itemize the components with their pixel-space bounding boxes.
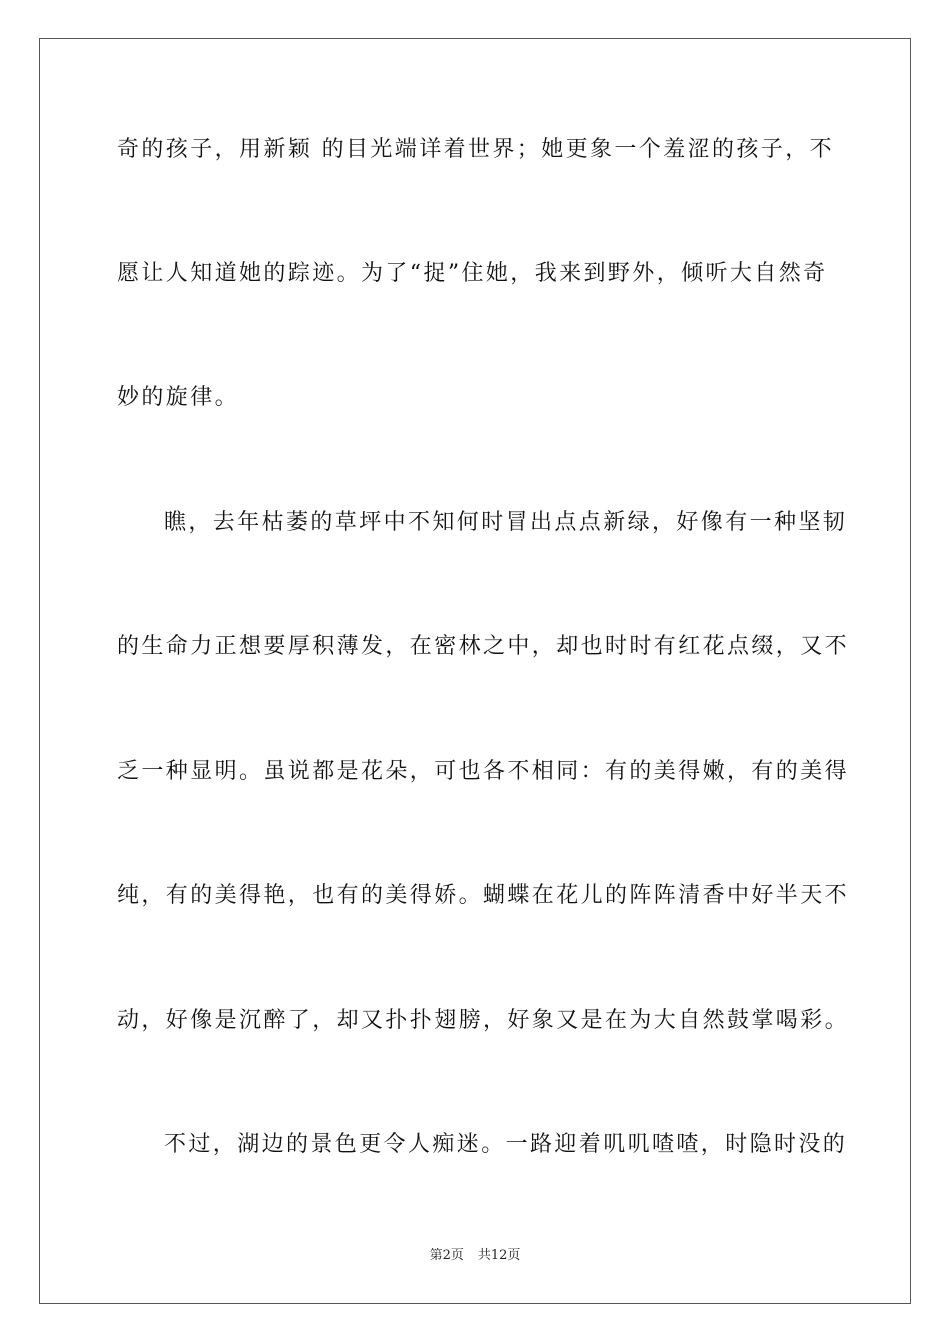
- paragraph-3-line-1: 不过，湖边的景色更令人痴迷。一路迎着叽叽喳喳，时隐时没的: [164, 1132, 848, 1157]
- paragraph-1-line-3: 妙的旋律。: [117, 385, 240, 410]
- paragraph-2-line-5: 动，好像是沉醉了，却又扑扑翅膀，好象又是在为大自然鼓掌喝彩。: [117, 1008, 850, 1033]
- page-footer: [0, 1246, 950, 1266]
- paragraph-2-line-2: 的生命力正想要厚积薄发，在密林之中，却也时时有红花点缀，又不: [117, 634, 850, 659]
- page-number: 第2页: [429, 1248, 464, 1263]
- paragraph-1-line-1: 奇的孩子，用新颖 的目光端详着世界；她更象一个羞涩的孩子，不: [117, 137, 834, 162]
- paragraph-2-line-4: 纯，有的美得艳，也有的美得娇。蝴蝶在花儿的阵阵清香中好半天不: [117, 883, 850, 908]
- page-border: [39, 38, 911, 1304]
- paragraph-2-line-3: 乏一种显明。虽说都是花朵，可也各不相同：有的美得嫩，有的美得: [117, 759, 850, 784]
- paragraph-1-line-2: 愿让人知道她的踪迹。为了“捉”住她，我来到野外，倾听大自然奇: [117, 261, 828, 286]
- total-pages: 共12页: [477, 1248, 521, 1263]
- paragraph-2-line-1: 瞧，去年枯萎的草坪中不知何时冒出点点新绿，好像有一种坚韧: [164, 510, 848, 535]
